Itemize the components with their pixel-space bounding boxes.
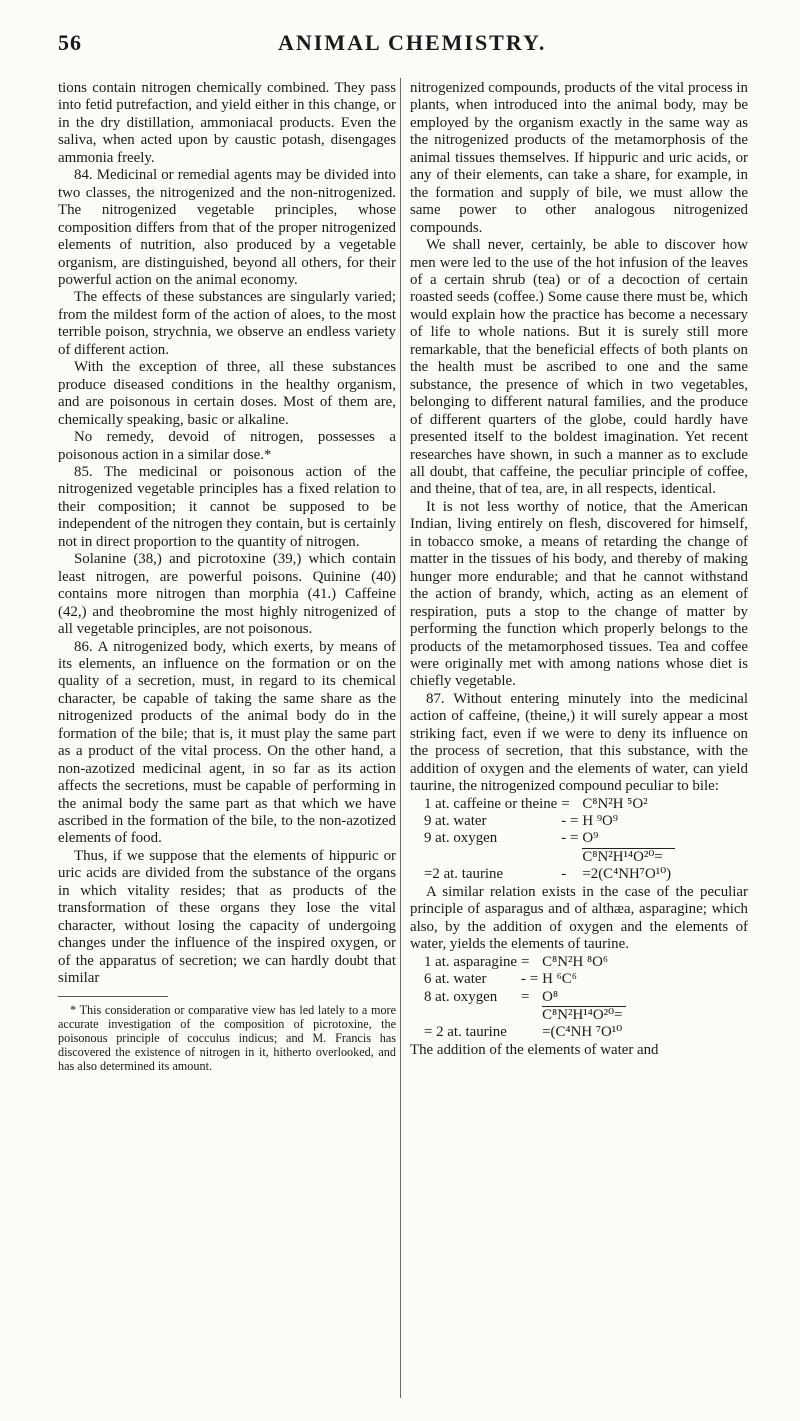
formula-value: O⁸	[542, 988, 559, 1005]
footnote: * This consideration or comparative view has led lately to a more accurate investigation of the composition of picrotoxine, the poisonous principle of cocculus indicus; and M. Francis has discovered the existence of nitrogen in it, hitherto overlooked, and has also determined its amount.	[58, 1002, 396, 1074]
paragraph: A similar relation exists in the case of the peculiar principle of asparagus and of althæa, asparagine; which also, by the addition of oxygen and the elements of water, yields the elements of taurine.	[410, 883, 748, 953]
formula-sum: C⁸N²H¹⁴O²⁰=	[582, 848, 675, 866]
formula-row	[424, 971, 626, 988]
formula-term: 1 at. asparagine	[424, 953, 518, 970]
formula-row	[424, 813, 675, 830]
formula-row	[424, 866, 675, 883]
formula-value: H ⁶C⁶	[542, 971, 577, 988]
formula-term: 9 at. oxygen	[424, 830, 498, 847]
paragraph: Thus, if we suppose that the elements of hippuric or uric acids are divided from the substance of the organs in which vitality resides; that as products of the transformation of these organs they lose the vital character, without losing the capacity of undergoing changes under the influence of the inspired oxygen, or of the apparatus of secretion; we can hardly doubt that similar	[58, 847, 396, 987]
column-divider	[400, 78, 401, 1398]
formula-sum: C⁸N²H¹⁴O²⁰=	[542, 1007, 626, 1025]
formula-row	[424, 1024, 626, 1041]
formula-value: C⁸N²H ⁵O²	[582, 795, 648, 812]
paragraph: We shall never, certainly, be able to discover how men were led to the use of the hot infusion of the leaves of a certain shrub (tea) or of a decoction of certain roasted seeds (coffee.) Some cause there must be, which would explain how the practice has become a necessary of life to whole nations. But it is surely still more remarkable, that the beneficial effects of both plants on the health must be ascribed to one and the same substance, the presence of which in two vegetables, belonging to different natural families, and the produce of different quarters of the globe, could hardly have presented itself to the boldest imagination. Yet recent researches have shown, in such a manner as to exclude all doubt, that caffeine, the peculiar principle of coffee, and theine, that of tea, are, in all respects, identical.	[410, 237, 748, 498]
formula-row	[424, 796, 675, 813]
footnote-divider	[58, 996, 168, 997]
asparagine-taurine-formula	[424, 954, 626, 1042]
formula-term: =2 at. taurine	[424, 866, 504, 883]
formula-sign: - =	[521, 971, 539, 988]
page-header	[58, 28, 758, 68]
formula-term: 6 at. water	[424, 971, 487, 988]
formula-row	[424, 848, 675, 866]
left-column	[58, 80, 396, 1074]
formula-term: 8 at. oxygen	[424, 988, 498, 1005]
paragraph: nitrogenized compounds, products of the vital process in plants, when introduced into the animal body, may be employed by the organism exactly in the same way as the nitrogenized products of the metamorphosis of the animal tissues themselves. If hippuric and uric acids, or any of their elements, can take a share, for example, in the formation and supply of bile, we must allow the same power to other analogous nitrogenized compounds.	[410, 80, 748, 236]
formula-sign: - =	[561, 830, 579, 847]
formula-sign: -	[561, 866, 567, 883]
running-title: ANIMAL CHEMISTRY.	[278, 30, 547, 55]
caffeine-taurine-formula	[424, 796, 675, 884]
formula-value: H ⁹O⁹	[582, 813, 618, 830]
formula-sign	[561, 848, 582, 866]
paragraph: 86. A nitrogenized body, which exerts, by means of its elements, an influence on the formation or on the quality of a secretion, must, in regard to its chemical character, be capable of taking the same share as the nitrogenized products of the animal body do in the formation of the bile; that is, it must play the same part as a product of the vital process. On the other hand, a non-azotized medicinal agent, in so far as its action affects the secretions, must be capable of performing in the animal body the same part as that which we have ascribed in the formation of the bile, to the non-azotized elements of food.	[58, 638, 396, 847]
formula-term	[424, 848, 561, 866]
formula-row	[424, 954, 626, 971]
formula-sign: =	[561, 795, 570, 812]
formula-value: =2(C⁴NH⁷O¹⁰)	[582, 866, 672, 883]
paragraph: 84. Medicinal or remedial agents may be divided into two classes, the nitrogenized and the non-nitrogenized. The nitrogenized vegetable principles, whose composition differs from that of the proper nitrogenized elements of nutrition, also produced by a vegetable organism, are distinguished, beyond all others, for their powerful action on the animal economy.	[58, 167, 396, 288]
formula-sign	[521, 1024, 542, 1041]
formula-sign: - =	[561, 813, 579, 830]
formula-sign	[521, 1007, 542, 1025]
formula-value: =(C⁴NH ⁷O¹⁰	[542, 1024, 623, 1041]
paragraph: 85. The medicinal or poisonous action of the nitrogenized vegetable principles has a fixed relation to their composition; it cannot be supposed to be independent of the nitrogen they contain, but is certainly not in direct proportion to the quantity of nitrogen.	[58, 463, 396, 550]
formula-value: O⁹	[582, 830, 599, 847]
page-number: 56	[58, 30, 82, 55]
formula-term: 1 at. caffeine or theine	[424, 795, 558, 812]
paragraph: tions contain nitrogen chemically combined. They pass into fetid putrefaction, and yield either in this change, or in the dry distillation, ammoniacal products. Even the saliva, when acted upon by caustic potash, disengages ammonia freely.	[58, 80, 396, 166]
formula-row	[424, 989, 626, 1007]
formula-term	[424, 1007, 521, 1025]
formula-term: = 2 at. taurine	[424, 1024, 507, 1041]
paragraph: 87. Without entering minutely into the medicinal action of caffeine, (theine,) it will surely appear a most striking fact, even if we were to deny its influence on the process of secretion, that this substance, with the addition of oxygen and the elements of water, can yield taurine, the nitrogenized compound peculiar to bile:	[410, 690, 748, 795]
formula-value: C⁸N²H ⁸O⁶	[542, 953, 609, 970]
paragraph: No remedy, devoid of nitrogen, possesses a poisonous action in a similar dose.*	[58, 429, 396, 463]
paragraph: With the exception of three, all these substances produce diseased conditions in the healthy organism, and are poisonous in certain doses. Most of them are, chemically speaking, basic or alkaline.	[58, 359, 396, 428]
paragraph: Solanine (38,) and picrotoxine (39,) which contain least nitrogen, are powerful poisons. Quinine (40) contains more nitrogen than morphia (41.) Caffeine (42,) and theobromine the most highly nitrogenized of all vegetable principles, are not poisonous.	[58, 551, 396, 638]
formula-sign: =	[521, 988, 530, 1005]
formula-row	[424, 1007, 626, 1025]
formula-sign: =	[521, 953, 530, 970]
formula-term: 9 at. water	[424, 813, 487, 830]
right-column	[410, 80, 748, 1059]
paragraph: The effects of these substances are singularly varied; from the mildest form of the action of aloes, to the most terrible poison, strychnia, we observe an endless variety of different action.	[58, 289, 396, 358]
paragraph: It is not less worthy of notice, that the American Indian, living entirely on flesh, discovered for himself, in tobacco smoke, a means of retarding the change of matter in the tissues of his body, and thereby of making hunger more endurable; and that he cannot withstand the action of brandy, which, acting as an element of respiration, puts a stop to the change of matter by performing the function which properly belongs to the products of the metamorphosed tissues. Tea and coffee were originally met with among nations whose diet is chiefly vegetable.	[410, 498, 748, 690]
formula-row	[424, 830, 675, 848]
paragraph: The addition of the elements of water and	[410, 1041, 659, 1058]
